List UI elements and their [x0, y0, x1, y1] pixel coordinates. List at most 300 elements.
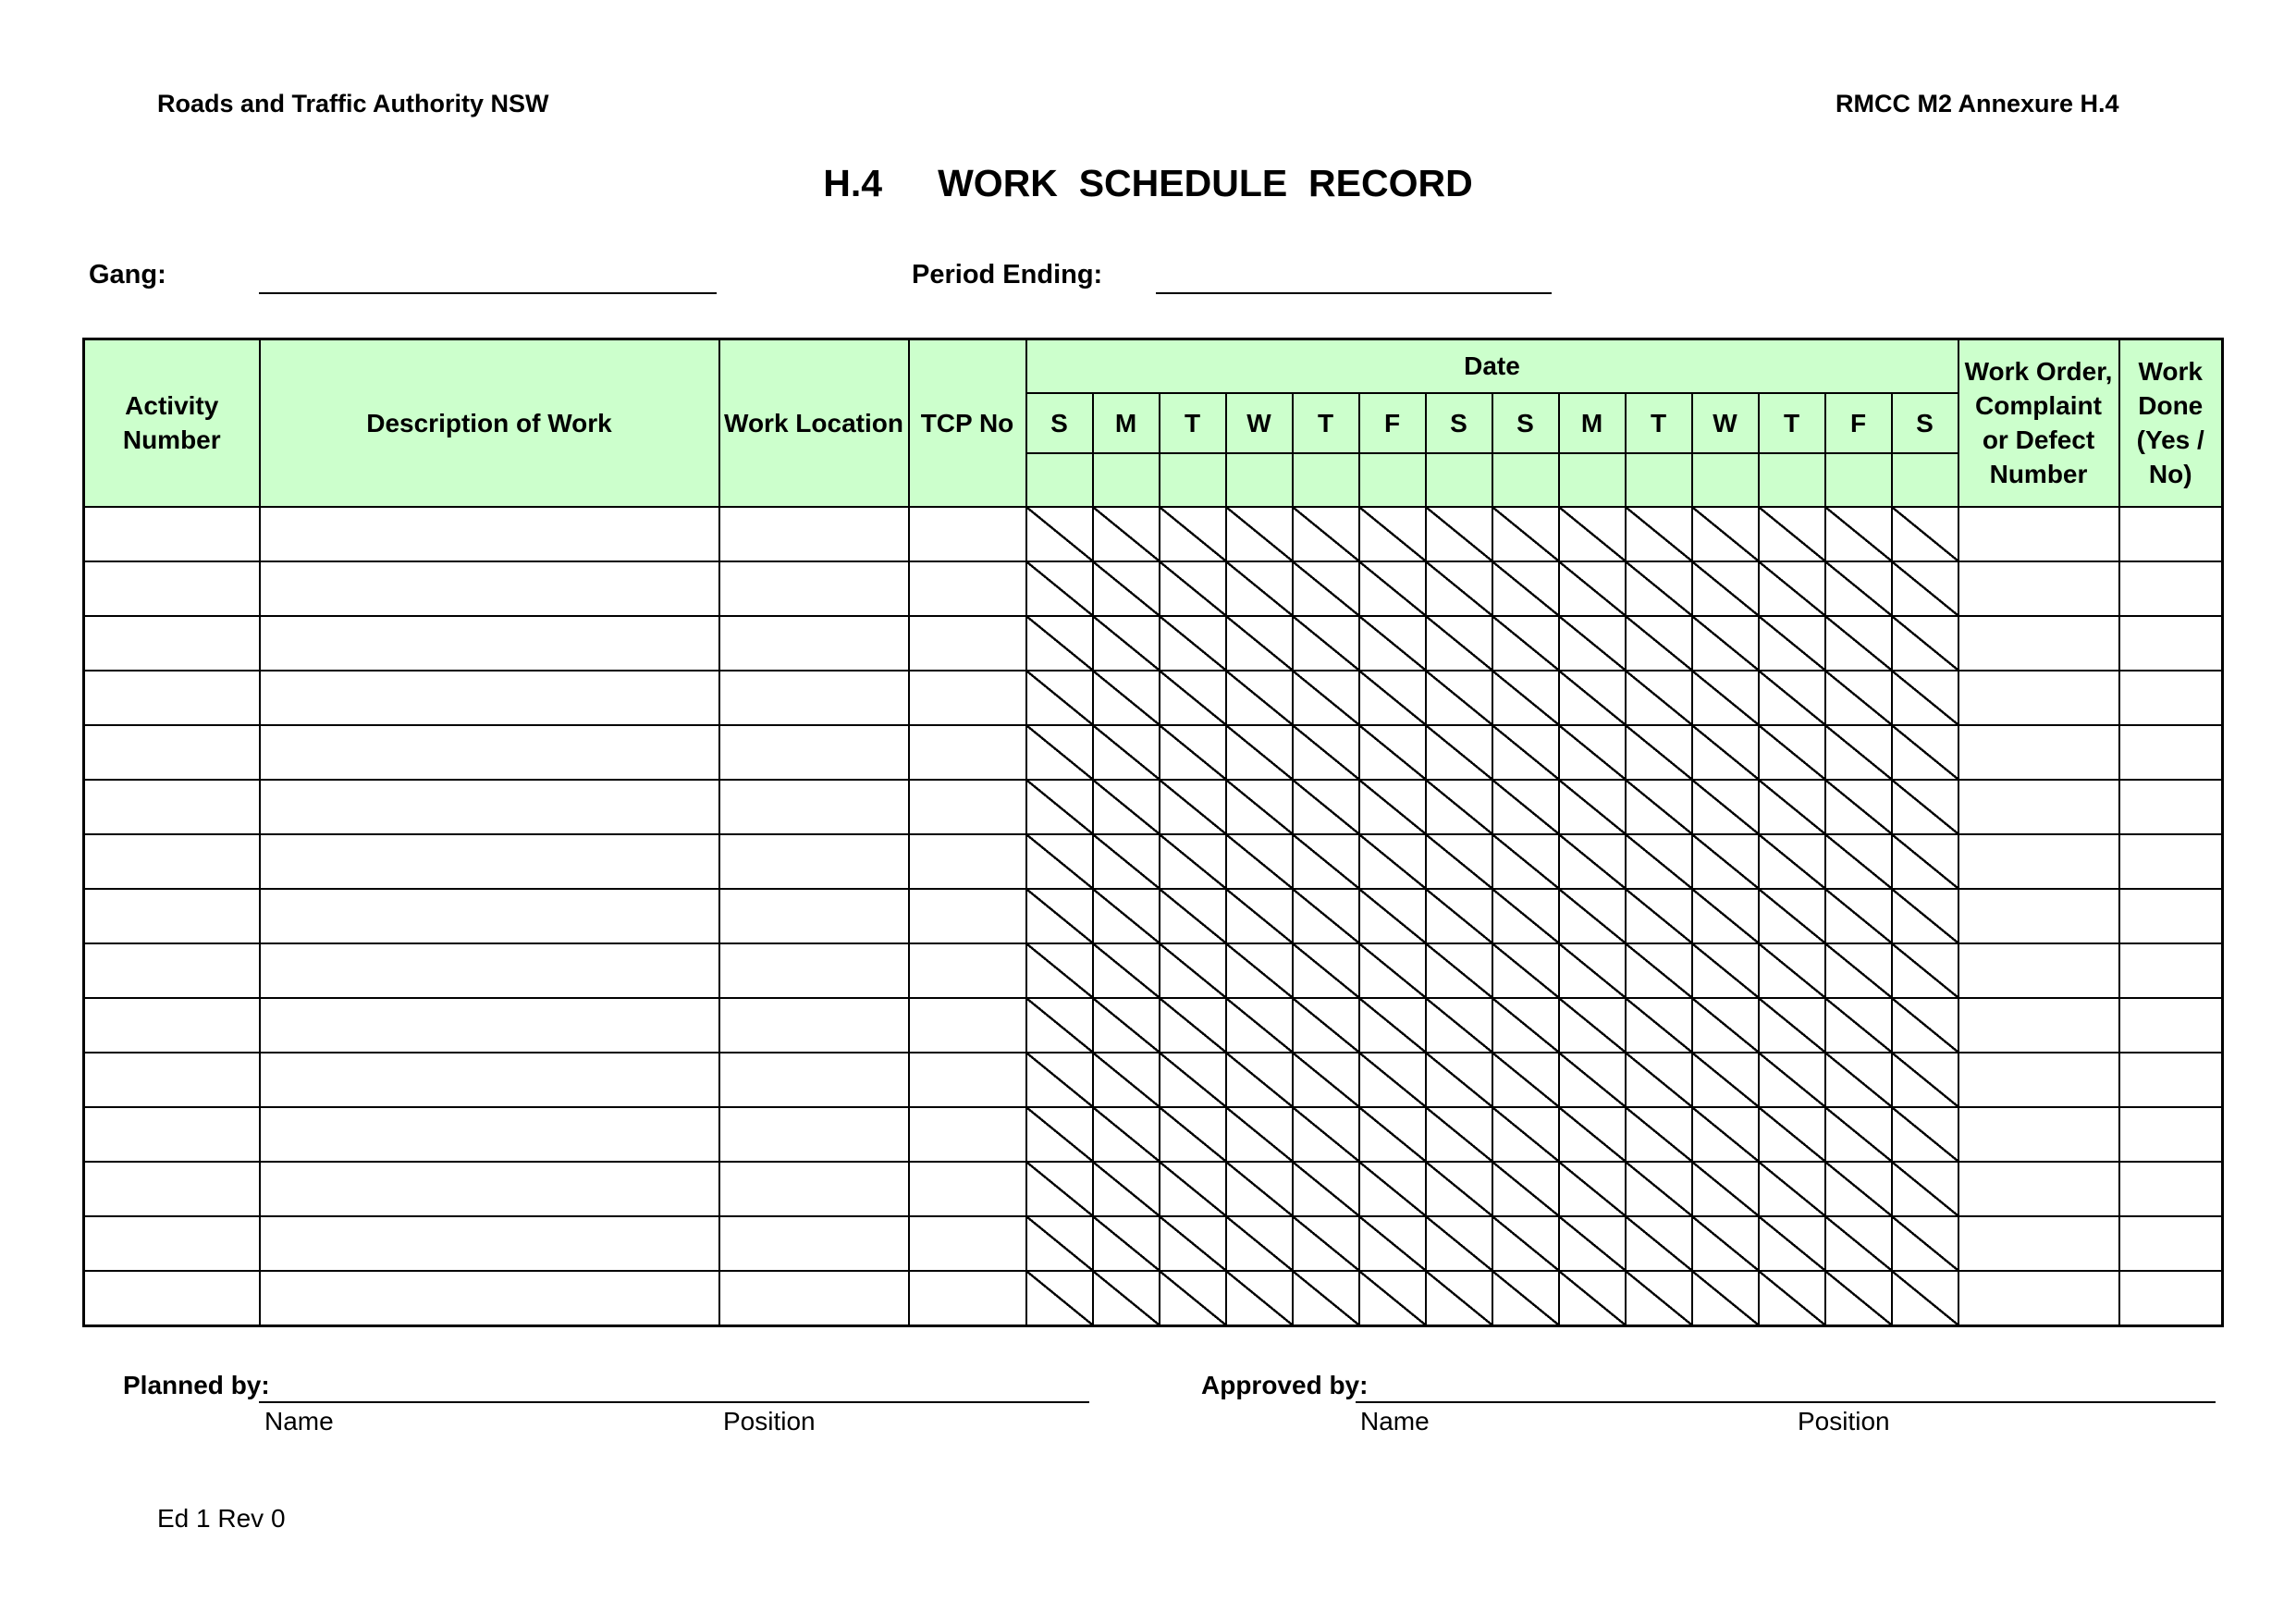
day-cell[interactable] — [1892, 834, 1958, 889]
day-cell[interactable] — [1026, 616, 1093, 671]
day-cell[interactable] — [1559, 1216, 1626, 1271]
day-cell[interactable] — [1759, 889, 1825, 943]
activity-number-cell[interactable] — [84, 1107, 260, 1162]
day-cell[interactable] — [1759, 507, 1825, 561]
day-cell[interactable] — [1226, 616, 1293, 671]
day-cell[interactable] — [1226, 1271, 1293, 1326]
day-cell[interactable] — [1692, 943, 1759, 998]
work-done-cell[interactable] — [2119, 616, 2223, 671]
date-cell-14[interactable] — [1892, 453, 1958, 507]
work-done-cell[interactable] — [2119, 561, 2223, 616]
day-cell[interactable] — [1293, 1162, 1359, 1216]
work-done-cell[interactable] — [2119, 1107, 2223, 1162]
day-cell[interactable] — [1692, 780, 1759, 834]
activity-number-cell[interactable] — [84, 671, 260, 725]
day-cell[interactable] — [1759, 780, 1825, 834]
day-cell[interactable] — [1626, 561, 1692, 616]
date-cell-11[interactable] — [1692, 453, 1759, 507]
day-cell[interactable] — [1160, 780, 1226, 834]
day-cell[interactable] — [1492, 725, 1559, 780]
work-order-cell[interactable] — [1958, 1216, 2119, 1271]
day-cell[interactable] — [1825, 1053, 1892, 1107]
day-cell[interactable] — [1825, 1271, 1892, 1326]
tcp-no-cell[interactable] — [909, 780, 1026, 834]
description-cell[interactable] — [260, 616, 719, 671]
day-cell[interactable] — [1093, 507, 1160, 561]
day-cell[interactable] — [1093, 616, 1160, 671]
day-cell[interactable] — [1293, 998, 1359, 1053]
day-cell[interactable] — [1093, 834, 1160, 889]
day-cell[interactable] — [1892, 1216, 1958, 1271]
day-cell[interactable] — [1626, 889, 1692, 943]
tcp-no-cell[interactable] — [909, 943, 1026, 998]
tcp-no-cell[interactable] — [909, 998, 1026, 1053]
day-cell[interactable] — [1559, 725, 1626, 780]
day-cell[interactable] — [1825, 725, 1892, 780]
tcp-no-cell[interactable] — [909, 1053, 1026, 1107]
day-cell[interactable] — [1359, 671, 1426, 725]
work-location-cell[interactable] — [719, 561, 909, 616]
day-cell[interactable] — [1692, 507, 1759, 561]
day-cell[interactable] — [1160, 1053, 1226, 1107]
day-cell[interactable] — [1293, 616, 1359, 671]
day-cell[interactable] — [1559, 1271, 1626, 1326]
day-cell[interactable] — [1692, 616, 1759, 671]
day-cell[interactable] — [1359, 616, 1426, 671]
activity-number-cell[interactable] — [84, 725, 260, 780]
day-cell[interactable] — [1093, 1216, 1160, 1271]
day-cell[interactable] — [1293, 1053, 1359, 1107]
day-cell[interactable] — [1160, 1271, 1226, 1326]
day-cell[interactable] — [1626, 1162, 1692, 1216]
description-cell[interactable] — [260, 561, 719, 616]
description-cell[interactable] — [260, 1271, 719, 1326]
activity-number-cell[interactable] — [84, 507, 260, 561]
day-cell[interactable] — [1892, 998, 1958, 1053]
description-cell[interactable] — [260, 1053, 719, 1107]
day-cell[interactable] — [1692, 725, 1759, 780]
day-cell[interactable] — [1093, 780, 1160, 834]
activity-number-cell[interactable] — [84, 1053, 260, 1107]
activity-number-cell[interactable] — [84, 780, 260, 834]
day-cell[interactable] — [1492, 1053, 1559, 1107]
day-cell[interactable] — [1093, 1053, 1160, 1107]
work-done-cell[interactable] — [2119, 1162, 2223, 1216]
date-cell-8[interactable] — [1492, 453, 1559, 507]
description-cell[interactable] — [260, 1216, 719, 1271]
day-cell[interactable] — [1559, 834, 1626, 889]
day-cell[interactable] — [1293, 561, 1359, 616]
day-cell[interactable] — [1626, 1107, 1692, 1162]
activity-number-cell[interactable] — [84, 834, 260, 889]
day-cell[interactable] — [1359, 1162, 1426, 1216]
work-done-cell[interactable] — [2119, 725, 2223, 780]
work-location-cell[interactable] — [719, 780, 909, 834]
day-cell[interactable] — [1825, 998, 1892, 1053]
day-cell[interactable] — [1626, 725, 1692, 780]
day-cell[interactable] — [1160, 889, 1226, 943]
day-cell[interactable] — [1160, 1107, 1226, 1162]
day-cell[interactable] — [1492, 1107, 1559, 1162]
planned-by-field[interactable] — [259, 1401, 1089, 1403]
day-cell[interactable] — [1492, 834, 1559, 889]
day-cell[interactable] — [1026, 1162, 1093, 1216]
tcp-no-cell[interactable] — [909, 725, 1026, 780]
work-done-cell[interactable] — [2119, 1271, 2223, 1326]
day-cell[interactable] — [1359, 780, 1426, 834]
day-cell[interactable] — [1426, 671, 1492, 725]
activity-number-cell[interactable] — [84, 943, 260, 998]
day-cell[interactable] — [1825, 507, 1892, 561]
day-cell[interactable] — [1559, 943, 1626, 998]
day-cell[interactable] — [1759, 671, 1825, 725]
date-cell-5[interactable] — [1293, 453, 1359, 507]
work-done-cell[interactable] — [2119, 943, 2223, 998]
day-cell[interactable] — [1825, 1107, 1892, 1162]
day-cell[interactable] — [1226, 998, 1293, 1053]
work-order-cell[interactable] — [1958, 671, 2119, 725]
day-cell[interactable] — [1492, 1271, 1559, 1326]
day-cell[interactable] — [1093, 998, 1160, 1053]
description-cell[interactable] — [260, 671, 719, 725]
tcp-no-cell[interactable] — [909, 889, 1026, 943]
tcp-no-cell[interactable] — [909, 507, 1026, 561]
activity-number-cell[interactable] — [84, 561, 260, 616]
activity-number-cell[interactable] — [84, 1216, 260, 1271]
day-cell[interactable] — [1293, 889, 1359, 943]
day-cell[interactable] — [1160, 507, 1226, 561]
day-cell[interactable] — [1825, 780, 1892, 834]
day-cell[interactable] — [1093, 1271, 1160, 1326]
day-cell[interactable] — [1559, 507, 1626, 561]
day-cell[interactable] — [1692, 1271, 1759, 1326]
date-cell-12[interactable] — [1759, 453, 1825, 507]
day-cell[interactable] — [1426, 1216, 1492, 1271]
work-order-cell[interactable] — [1958, 507, 2119, 561]
description-cell[interactable] — [260, 943, 719, 998]
work-location-cell[interactable] — [719, 1271, 909, 1326]
day-cell[interactable] — [1026, 1271, 1093, 1326]
description-cell[interactable] — [260, 725, 719, 780]
day-cell[interactable] — [1426, 889, 1492, 943]
day-cell[interactable] — [1825, 1216, 1892, 1271]
day-cell[interactable] — [1293, 780, 1359, 834]
date-cell-1[interactable] — [1026, 453, 1093, 507]
day-cell[interactable] — [1692, 1107, 1759, 1162]
day-cell[interactable] — [1892, 943, 1958, 998]
day-cell[interactable] — [1426, 616, 1492, 671]
day-cell[interactable] — [1492, 507, 1559, 561]
day-cell[interactable] — [1759, 1216, 1825, 1271]
day-cell[interactable] — [1226, 671, 1293, 725]
activity-number-cell[interactable] — [84, 1271, 260, 1326]
day-cell[interactable] — [1492, 943, 1559, 998]
day-cell[interactable] — [1626, 943, 1692, 998]
day-cell[interactable] — [1892, 780, 1958, 834]
day-cell[interactable] — [1492, 1162, 1559, 1216]
work-order-cell[interactable] — [1958, 834, 2119, 889]
day-cell[interactable] — [1892, 1271, 1958, 1326]
day-cell[interactable] — [1559, 1162, 1626, 1216]
day-cell[interactable] — [1226, 834, 1293, 889]
day-cell[interactable] — [1559, 671, 1626, 725]
day-cell[interactable] — [1093, 1107, 1160, 1162]
date-cell-9[interactable] — [1559, 453, 1626, 507]
tcp-no-cell[interactable] — [909, 834, 1026, 889]
day-cell[interactable] — [1226, 943, 1293, 998]
day-cell[interactable] — [1093, 561, 1160, 616]
day-cell[interactable] — [1026, 561, 1093, 616]
work-location-cell[interactable] — [719, 998, 909, 1053]
day-cell[interactable] — [1359, 561, 1426, 616]
work-location-cell[interactable] — [719, 507, 909, 561]
work-done-cell[interactable] — [2119, 1216, 2223, 1271]
day-cell[interactable] — [1226, 507, 1293, 561]
day-cell[interactable] — [1093, 1162, 1160, 1216]
description-cell[interactable] — [260, 507, 719, 561]
day-cell[interactable] — [1692, 834, 1759, 889]
tcp-no-cell[interactable] — [909, 1107, 1026, 1162]
date-cell-2[interactable] — [1093, 453, 1160, 507]
work-order-cell[interactable] — [1958, 616, 2119, 671]
day-cell[interactable] — [1160, 671, 1226, 725]
description-cell[interactable] — [260, 1107, 719, 1162]
work-order-cell[interactable] — [1958, 889, 2119, 943]
day-cell[interactable] — [1093, 943, 1160, 998]
day-cell[interactable] — [1559, 780, 1626, 834]
day-cell[interactable] — [1359, 1053, 1426, 1107]
day-cell[interactable] — [1426, 943, 1492, 998]
day-cell[interactable] — [1359, 1216, 1426, 1271]
day-cell[interactable] — [1226, 1107, 1293, 1162]
gang-field[interactable] — [259, 292, 717, 294]
day-cell[interactable] — [1892, 671, 1958, 725]
day-cell[interactable] — [1692, 1216, 1759, 1271]
day-cell[interactable] — [1759, 1053, 1825, 1107]
day-cell[interactable] — [1026, 725, 1093, 780]
day-cell[interactable] — [1359, 1271, 1426, 1326]
date-cell-3[interactable] — [1160, 453, 1226, 507]
tcp-no-cell[interactable] — [909, 616, 1026, 671]
day-cell[interactable] — [1892, 725, 1958, 780]
work-location-cell[interactable] — [719, 616, 909, 671]
day-cell[interactable] — [1160, 1216, 1226, 1271]
day-cell[interactable] — [1359, 507, 1426, 561]
day-cell[interactable] — [1892, 1107, 1958, 1162]
description-cell[interactable] — [260, 889, 719, 943]
work-order-cell[interactable] — [1958, 943, 2119, 998]
day-cell[interactable] — [1426, 1107, 1492, 1162]
day-cell[interactable] — [1825, 671, 1892, 725]
day-cell[interactable] — [1559, 616, 1626, 671]
description-cell[interactable] — [260, 998, 719, 1053]
day-cell[interactable] — [1892, 507, 1958, 561]
work-location-cell[interactable] — [719, 725, 909, 780]
work-done-cell[interactable] — [2119, 834, 2223, 889]
day-cell[interactable] — [1492, 998, 1559, 1053]
day-cell[interactable] — [1359, 943, 1426, 998]
day-cell[interactable] — [1093, 889, 1160, 943]
day-cell[interactable] — [1825, 1162, 1892, 1216]
day-cell[interactable] — [1759, 1162, 1825, 1216]
period-ending-field[interactable] — [1156, 292, 1552, 294]
day-cell[interactable] — [1759, 1271, 1825, 1326]
day-cell[interactable] — [1626, 1271, 1692, 1326]
day-cell[interactable] — [1160, 998, 1226, 1053]
day-cell[interactable] — [1626, 616, 1692, 671]
day-cell[interactable] — [1825, 616, 1892, 671]
work-done-cell[interactable] — [2119, 889, 2223, 943]
work-location-cell[interactable] — [719, 1162, 909, 1216]
day-cell[interactable] — [1026, 834, 1093, 889]
day-cell[interactable] — [1626, 671, 1692, 725]
day-cell[interactable] — [1892, 1053, 1958, 1107]
tcp-no-cell[interactable] — [909, 1162, 1026, 1216]
day-cell[interactable] — [1559, 889, 1626, 943]
day-cell[interactable] — [1026, 671, 1093, 725]
day-cell[interactable] — [1293, 507, 1359, 561]
date-cell-6[interactable] — [1359, 453, 1426, 507]
day-cell[interactable] — [1426, 1271, 1492, 1326]
date-cell-4[interactable] — [1226, 453, 1293, 507]
day-cell[interactable] — [1026, 780, 1093, 834]
day-cell[interactable] — [1626, 834, 1692, 889]
work-order-cell[interactable] — [1958, 1271, 2119, 1326]
day-cell[interactable] — [1759, 943, 1825, 998]
day-cell[interactable] — [1026, 889, 1093, 943]
day-cell[interactable] — [1426, 998, 1492, 1053]
day-cell[interactable] — [1026, 998, 1093, 1053]
day-cell[interactable] — [1426, 725, 1492, 780]
work-location-cell[interactable] — [719, 889, 909, 943]
day-cell[interactable] — [1626, 507, 1692, 561]
day-cell[interactable] — [1359, 889, 1426, 943]
work-location-cell[interactable] — [719, 834, 909, 889]
day-cell[interactable] — [1825, 834, 1892, 889]
day-cell[interactable] — [1692, 998, 1759, 1053]
description-cell[interactable] — [260, 834, 719, 889]
work-order-cell[interactable] — [1958, 725, 2119, 780]
day-cell[interactable] — [1160, 561, 1226, 616]
work-location-cell[interactable] — [719, 1216, 909, 1271]
day-cell[interactable] — [1359, 834, 1426, 889]
day-cell[interactable] — [1559, 998, 1626, 1053]
day-cell[interactable] — [1359, 998, 1426, 1053]
day-cell[interactable] — [1026, 943, 1093, 998]
day-cell[interactable] — [1026, 507, 1093, 561]
description-cell[interactable] — [260, 780, 719, 834]
day-cell[interactable] — [1426, 1162, 1492, 1216]
day-cell[interactable] — [1293, 725, 1359, 780]
day-cell[interactable] — [1226, 725, 1293, 780]
day-cell[interactable] — [1626, 1216, 1692, 1271]
activity-number-cell[interactable] — [84, 998, 260, 1053]
day-cell[interactable] — [1825, 889, 1892, 943]
day-cell[interactable] — [1492, 889, 1559, 943]
work-location-cell[interactable] — [719, 1107, 909, 1162]
day-cell[interactable] — [1759, 561, 1825, 616]
work-order-cell[interactable] — [1958, 780, 2119, 834]
work-order-cell[interactable] — [1958, 1053, 2119, 1107]
activity-number-cell[interactable] — [84, 889, 260, 943]
day-cell[interactable] — [1892, 561, 1958, 616]
day-cell[interactable] — [1692, 1053, 1759, 1107]
activity-number-cell[interactable] — [84, 616, 260, 671]
day-cell[interactable] — [1293, 943, 1359, 998]
work-order-cell[interactable] — [1958, 1107, 2119, 1162]
day-cell[interactable] — [1293, 1216, 1359, 1271]
tcp-no-cell[interactable] — [909, 561, 1026, 616]
day-cell[interactable] — [1093, 725, 1160, 780]
day-cell[interactable] — [1559, 1053, 1626, 1107]
day-cell[interactable] — [1759, 616, 1825, 671]
day-cell[interactable] — [1160, 725, 1226, 780]
day-cell[interactable] — [1026, 1053, 1093, 1107]
day-cell[interactable] — [1426, 1053, 1492, 1107]
day-cell[interactable] — [1626, 1053, 1692, 1107]
work-order-cell[interactable] — [1958, 1162, 2119, 1216]
day-cell[interactable] — [1160, 834, 1226, 889]
day-cell[interactable] — [1892, 1162, 1958, 1216]
work-done-cell[interactable] — [2119, 507, 2223, 561]
work-location-cell[interactable] — [719, 671, 909, 725]
day-cell[interactable] — [1559, 1107, 1626, 1162]
date-cell-13[interactable] — [1825, 453, 1892, 507]
day-cell[interactable] — [1226, 1216, 1293, 1271]
day-cell[interactable] — [1426, 834, 1492, 889]
day-cell[interactable] — [1759, 834, 1825, 889]
day-cell[interactable] — [1226, 780, 1293, 834]
day-cell[interactable] — [1492, 1216, 1559, 1271]
day-cell[interactable] — [1026, 1216, 1093, 1271]
day-cell[interactable] — [1426, 780, 1492, 834]
day-cell[interactable] — [1226, 1053, 1293, 1107]
day-cell[interactable] — [1293, 834, 1359, 889]
day-cell[interactable] — [1759, 1107, 1825, 1162]
day-cell[interactable] — [1825, 561, 1892, 616]
day-cell[interactable] — [1759, 725, 1825, 780]
day-cell[interactable] — [1160, 1162, 1226, 1216]
day-cell[interactable] — [1226, 1162, 1293, 1216]
day-cell[interactable] — [1093, 671, 1160, 725]
day-cell[interactable] — [1692, 671, 1759, 725]
day-cell[interactable] — [1492, 780, 1559, 834]
work-done-cell[interactable] — [2119, 671, 2223, 725]
day-cell[interactable] — [1626, 780, 1692, 834]
work-done-cell[interactable] — [2119, 1053, 2223, 1107]
day-cell[interactable] — [1692, 561, 1759, 616]
day-cell[interactable] — [1492, 561, 1559, 616]
approved-by-field[interactable] — [1356, 1401, 2216, 1403]
day-cell[interactable] — [1692, 1162, 1759, 1216]
work-order-cell[interactable] — [1958, 998, 2119, 1053]
work-location-cell[interactable] — [719, 943, 909, 998]
tcp-no-cell[interactable] — [909, 1216, 1026, 1271]
work-order-cell[interactable] — [1958, 561, 2119, 616]
description-cell[interactable] — [260, 1162, 719, 1216]
work-done-cell[interactable] — [2119, 998, 2223, 1053]
day-cell[interactable] — [1226, 561, 1293, 616]
day-cell[interactable] — [1492, 671, 1559, 725]
work-location-cell[interactable] — [719, 1053, 909, 1107]
day-cell[interactable] — [1026, 1107, 1093, 1162]
date-cell-7[interactable] — [1426, 453, 1492, 507]
day-cell[interactable] — [1160, 616, 1226, 671]
day-cell[interactable] — [1160, 943, 1226, 998]
day-cell[interactable] — [1359, 725, 1426, 780]
activity-number-cell[interactable] — [84, 1162, 260, 1216]
day-cell[interactable] — [1293, 1271, 1359, 1326]
